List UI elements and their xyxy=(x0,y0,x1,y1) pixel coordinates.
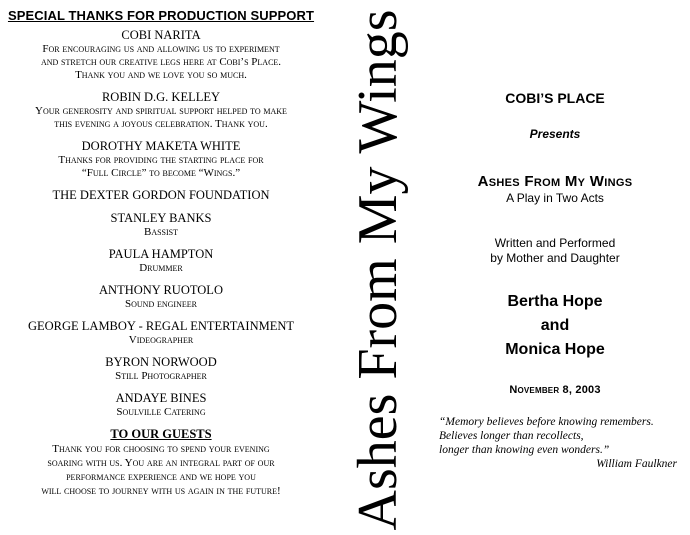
thanks-name: ANDAYE BINES xyxy=(115,391,207,405)
performers xyxy=(430,290,680,362)
thanks-name: DOROTHY MAKETA WHITE xyxy=(81,139,241,153)
guests-line: performance experience and we hope you xyxy=(66,471,256,483)
thanks-entry xyxy=(6,139,316,180)
venue-name: COBI’S PLACE xyxy=(505,90,605,106)
credits-line: Written and Performed xyxy=(494,236,616,250)
performance-date: November 8, 2003 xyxy=(509,384,601,396)
thanks-entry xyxy=(6,391,316,419)
thanks-name: BYRON NORWOOD xyxy=(105,355,217,369)
thanks-entry xyxy=(6,247,316,275)
thanks-entry xyxy=(6,319,316,347)
thanks-name: STANLEY BANKS xyxy=(110,211,212,225)
guests-heading: TO OUR GUESTS xyxy=(110,427,212,441)
thanks-entry xyxy=(6,90,316,131)
thanks-role: Soulville Catering xyxy=(116,406,206,418)
thanks-entry xyxy=(6,211,316,239)
thanks-role: Still Photographer xyxy=(115,370,207,382)
thanks-name: ANTHONY RUOTOLO xyxy=(99,283,223,297)
cover-column xyxy=(430,90,680,471)
performer-name: Monica Hope xyxy=(505,341,605,358)
thanks-role: Videographer xyxy=(128,334,194,346)
thanks-name: COBI NARITA xyxy=(121,28,201,42)
thanks-note-line: “Full Circle” to become “Wings.” xyxy=(81,167,241,179)
thanks-note-line: this evening a joyous celebration. Thank you. xyxy=(54,118,268,130)
guests-line: will choose to journey with us again in the future! xyxy=(41,485,281,497)
thanks-note-line: Thank you and we love you so much. xyxy=(75,69,247,81)
quote-line: Believes longer than recollects, xyxy=(439,430,584,442)
thanks-name: PAULA HAMPTON xyxy=(108,247,214,261)
acknowledgements-column xyxy=(6,8,316,498)
play-title: Ashes From My Wings xyxy=(477,173,633,190)
thanks-name: GEORGE LAMBOY - REGAL ENTERTAINMENT xyxy=(27,319,295,333)
epigraph xyxy=(439,415,679,471)
thanks-entry xyxy=(6,28,316,82)
thanks-role: Sound engineer xyxy=(125,298,197,310)
thanks-note-line: and stretch our creative legs here at Cobi’s Place. xyxy=(40,56,282,68)
performer-conjunction: and xyxy=(540,317,570,334)
credits-text xyxy=(430,236,680,266)
thanks-note-line: Your generosity and spiritual support helped to make xyxy=(35,105,287,117)
presents-label: Presents xyxy=(529,127,581,141)
quote-line: longer than knowing even wonders.” xyxy=(439,444,610,456)
thanks-name: ROBIN D.G. KELLEY xyxy=(101,90,221,104)
thanks-name: THE DEXTER GORDON FOUNDATION xyxy=(52,188,270,202)
guests-line: Thank you for choosing to spend your evening xyxy=(52,443,270,455)
thanks-entry xyxy=(6,283,316,311)
guests-line: soaring with us. You are an integral part of our xyxy=(47,457,275,469)
spine-title: Ashes From My Wings xyxy=(347,9,409,531)
thanks-role: Drummer xyxy=(139,262,183,274)
performer-name: Bertha Hope xyxy=(507,293,603,310)
play-subtitle: A Play in Two Acts xyxy=(506,191,604,205)
quote-line: “Memory believes before knowing remembers. xyxy=(439,416,654,428)
thanks-entry xyxy=(6,355,316,383)
thanks-note-line: For encouraging us and allowing us to experiment xyxy=(42,43,280,55)
thanks-role: Bassist xyxy=(143,226,178,238)
quote-author: William Faulkner xyxy=(596,458,677,470)
acknowledgements-heading: SPECIAL THANKS FOR PRODUCTION SUPPORT xyxy=(7,8,315,23)
thanks-note-line: Thanks for providing the starting place for xyxy=(58,154,264,166)
thanks-entry xyxy=(6,188,316,203)
credits-line: by Mother and Daughter xyxy=(490,251,620,265)
